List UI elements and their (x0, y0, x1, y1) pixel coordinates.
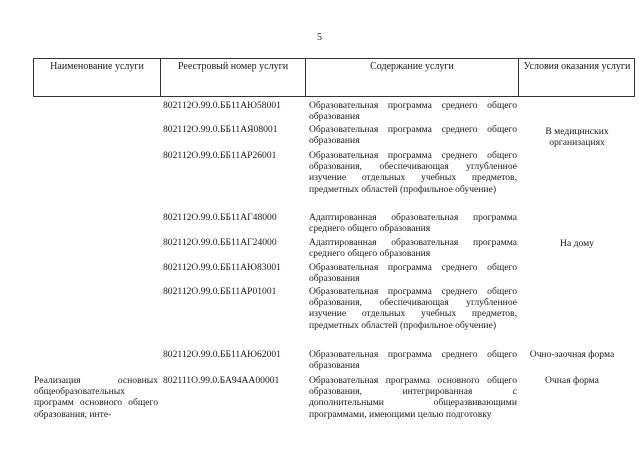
header-name: Наименование услуги (50, 61, 144, 72)
header-registry: Реестровый номер услуги (177, 61, 289, 72)
header-content: Содержание услуги (370, 61, 454, 72)
service-condition: На дому (560, 238, 594, 249)
service-content: Образовательная программа среднего общего образования (309, 349, 517, 372)
header-conditions: Условия оказания услуги (523, 61, 631, 72)
header-col-border-3 (518, 58, 519, 97)
service-content: Адаптированная образовательная программа среднего общего образования (309, 237, 517, 260)
service-content: Адаптированная образовательная программа среднего общего образования (309, 212, 517, 235)
service-content: Образовательная программа среднего общего образования (309, 100, 517, 123)
registry-number: 802112О.99.0.ББ11АР01001 (163, 286, 277, 297)
registry-number: 802112О.99.0.ББ11АЮ83001 (163, 262, 281, 273)
service-content: Образовательная программа среднего общего образования, обеспечивающая углубленное изучение отдельных учебных предметов, предметных областей (профильное обучение) (309, 150, 517, 195)
service-name: Реализация основных общеобразовательных программ основного общего образования, инте- (34, 375, 158, 420)
registry-number: 802112О.99.0.ББ11АГ48000 (163, 212, 277, 223)
service-content: Образовательная программа среднего общего образования, обеспечивающая углубленное изучение отдельных учебных предметов, предметных областей (профильное обучение) (309, 286, 517, 331)
page-number: 5 (317, 32, 322, 43)
header-col-border-4 (634, 58, 635, 97)
service-content: Образовательная программа среднего общего образования (309, 262, 517, 285)
service-content: Образовательная программа среднего общего образования (309, 124, 517, 147)
registry-number: 802111О.99.0.БА94АА00001 (163, 375, 280, 386)
registry-number: 802112О.99.0.ББ11АЮ62001 (163, 349, 281, 360)
service-condition: В медицинских организациях (545, 126, 609, 149)
registry-number: 802112О.99.0.ББ11АЯ08001 (163, 124, 278, 135)
service-content: Образовательная программа основного общего образования, интегрированная с дополнительными общеразвивающими программами, имеющими целью подготовку (309, 375, 517, 420)
registry-number: 802112О.99.0.ББ11АЮ58001 (163, 100, 281, 111)
service-condition: Очная форма (545, 375, 599, 386)
service-condition: Очно-заочная форма (529, 349, 615, 360)
header-top-border (33, 58, 635, 59)
header-bottom-border (33, 96, 635, 97)
registry-number: 802112О.99.0.ББ11АГ24000 (163, 237, 277, 248)
registry-number: 802112О.99.0.ББ11АР26001 (163, 150, 277, 161)
